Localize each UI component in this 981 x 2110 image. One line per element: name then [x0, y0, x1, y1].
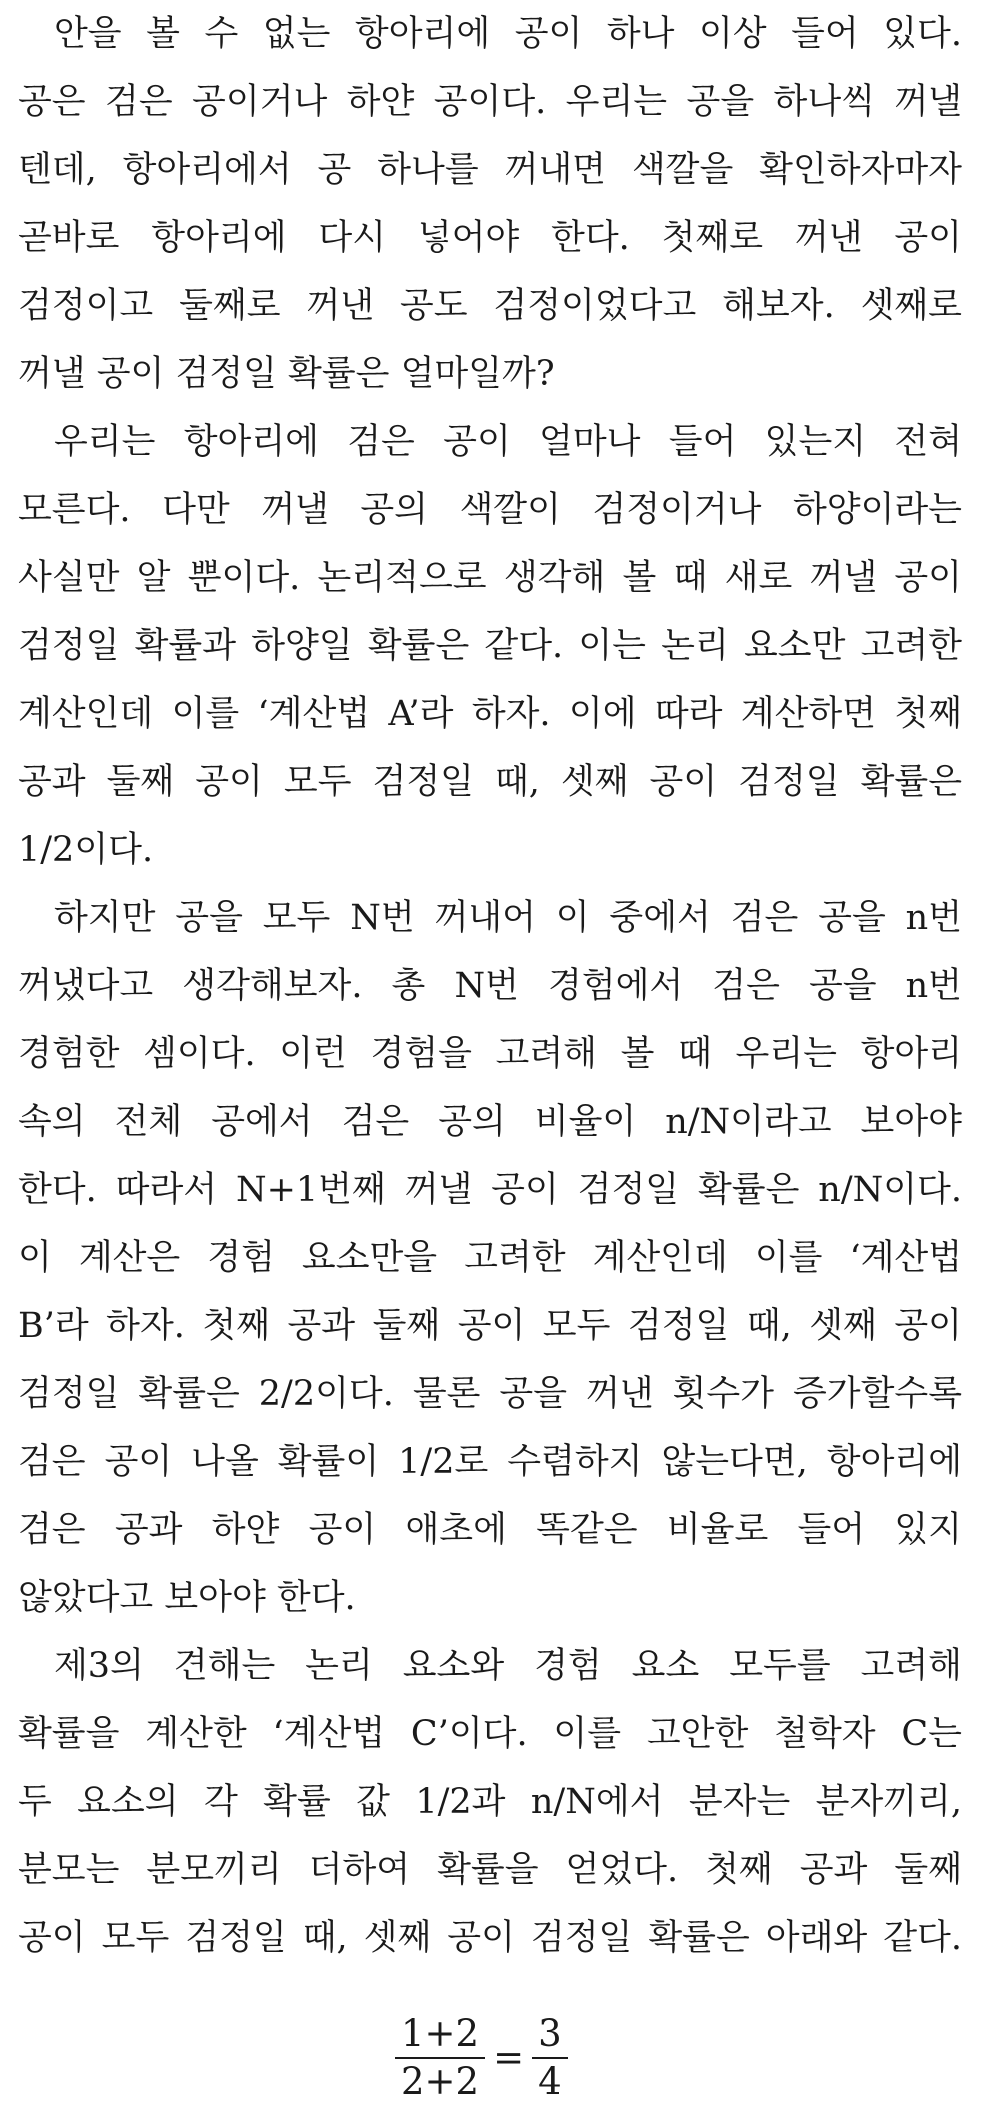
text-line: 검정일 확률과 하양일 확률은 같다. 이는 논리 요소만 고려한 [18, 626, 962, 666]
document-body [18, 8, 962, 1980]
text-line: 계산인데 이를 ‘계산법 A’라 하자. 이에 따라 계산하면 첫째 [18, 694, 962, 734]
text-line: 않았다고 보아야 한다. [18, 1578, 356, 1618]
text-line: 두 요소의 각 확률 값 1/2과 n/N에서 분자는 분자끼리, [18, 1782, 962, 1822]
text-line: 확률을 계산한 ‘계산법 C’이다. 이를 고안한 철학자 C는 [18, 1714, 962, 1754]
left-denominator: 2+2 [401, 2059, 480, 2103]
text-line: 검은 공과 하얀 공이 애초에 똑같은 비율로 들어 있지 [18, 1510, 962, 1550]
text-line: 검정일 확률은 2/2이다. 물론 공을 꺼낸 횟수가 증가할수록 [18, 1374, 962, 1414]
text-line: 한다. 따라서 N+1번째 꺼낼 공이 검정일 확률은 n/N이다. [18, 1170, 962, 1210]
probability-formula [395, 2010, 568, 2105]
text-line: 곧바로 항아리에 다시 넣어야 한다. 첫째로 꺼낸 공이 [18, 218, 962, 258]
text-line: B’라 하자. 첫째 공과 둘째 공이 모두 검정일 때, 셋째 공이 [18, 1306, 962, 1346]
left-numerator: 1+2 [401, 2011, 480, 2055]
text-line: 공은 검은 공이거나 하얀 공이다. 우리는 공을 하나씩 꺼낼 [18, 82, 962, 122]
text-line: 우리는 항아리에 검은 공이 얼마나 들어 있는지 전혀 [54, 422, 962, 462]
right-numerator: 3 [538, 2011, 562, 2055]
text-line: 1/2이다. [18, 830, 154, 870]
text-line: 텐데, 항아리에서 공 하나를 꺼내면 색깔을 확인하자마자 [18, 150, 962, 190]
text-line: 분모는 분모끼리 더하여 확률을 얻었다. 첫째 공과 둘째 [18, 1850, 962, 1890]
equals-sign: = [493, 2036, 525, 2079]
text-line: 공과 둘째 공이 모두 검정일 때, 셋째 공이 검정일 확률은 [18, 762, 962, 802]
right-fraction [532, 2012, 568, 2104]
text-line: 검정이고 둘째로 꺼낸 공도 검정이었다고 해보자. 셋째로 [18, 286, 962, 326]
fraction-bar [395, 2057, 485, 2059]
right-denominator: 4 [538, 2059, 562, 2103]
text-line: 제3의 견해는 논리 요소와 경험 요소 모두를 고려해 [54, 1646, 962, 1686]
text-line: 속의 전체 공에서 검은 공의 비율이 n/N이라고 보아야 [18, 1102, 962, 1142]
text-line: 안을 볼 수 없는 항아리에 공이 하나 이상 들어 있다. [54, 14, 962, 54]
fraction-bar [532, 2057, 568, 2059]
text-line: 검은 공이 나올 확률이 1/2로 수렴하지 않는다면, 항아리에 [18, 1442, 962, 1482]
text-line: 모른다. 다만 꺼낼 공의 색깔이 검정이거나 하양이라는 [18, 490, 962, 530]
text-line: 공이 모두 검정일 때, 셋째 공이 검정일 확률은 아래와 같다. [18, 1918, 962, 1958]
text-line: 꺼낼 공이 검정일 확률은 얼마일까? [18, 354, 555, 394]
text-line: 경험한 셈이다. 이런 경험을 고려해 볼 때 우리는 항아리 [18, 1034, 962, 1074]
left-fraction [395, 2012, 485, 2104]
text-line: 사실만 알 뿐이다. 논리적으로 생각해 볼 때 새로 꺼낼 공이 [18, 558, 962, 598]
text-line: 이 계산은 경험 요소만을 고려한 계산인데 이를 ‘계산법 [18, 1238, 962, 1278]
text-line: 하지만 공을 모두 N번 꺼내어 이 중에서 검은 공을 n번 [54, 898, 962, 938]
text-line: 꺼냈다고 생각해보자. 총 N번 경험에서 검은 공을 n번 [18, 966, 962, 1006]
